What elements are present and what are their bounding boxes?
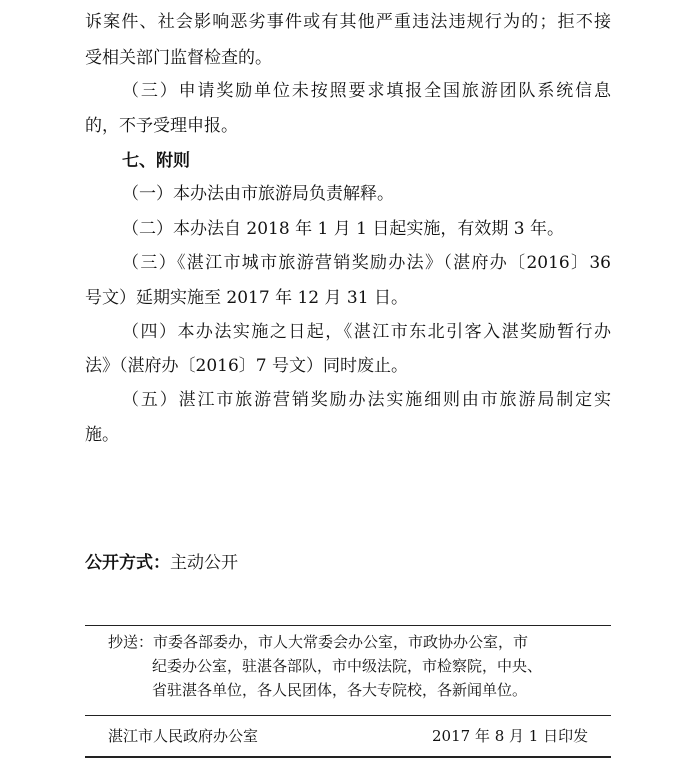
paragraph-2-line-2: 的，不予受理申报。 <box>85 116 238 136</box>
cc-line-1: 抄送：市委各部委办，市人大常委会办公室，市政协办公室，市 <box>108 633 529 651</box>
item-5-line-2: 施。 <box>85 425 119 445</box>
item-3-line-2: 号文）延期实施至 2017 年 12 月 31 日。 <box>85 288 408 308</box>
footer-top-rule <box>85 625 611 626</box>
disclosure-method <box>85 552 238 574</box>
footer-bottom-rule <box>85 756 611 758</box>
disclosure-value: 主动公开 <box>170 553 238 573</box>
item-4-line-1: （四）本办法实施之日起，《湛江市东北引客入湛奖励暂行办 <box>122 322 611 342</box>
cc-line-3: 省驻湛各单位，各人民团体，各大专院校，各新闻单位。 <box>152 681 528 699</box>
item-1: （一）本办法由市旅游局负责解释。 <box>122 184 394 204</box>
footer-middle-rule <box>85 715 611 716</box>
issuer-name: 湛江市人民政府办公室 <box>108 727 259 745</box>
disclosure-label: 公开方式： <box>85 553 170 573</box>
section-heading: 七、附则 <box>122 151 190 171</box>
cc-line-2: 纪委办公室，驻湛各部队，市中级法院，市检察院，中央、 <box>152 657 543 675</box>
item-4-line-2: 法》（湛府办〔2016〕7 号文）同时废止。 <box>85 356 408 376</box>
item-3-line-1: （三）《湛江市城市旅游营销奖励办法》（湛府办〔2016〕36 <box>122 253 611 273</box>
paragraph-1-line-1: 诉案件、社会影响恶劣事件或有其他严重违法违规行为的；拒不接 <box>85 12 611 32</box>
issue-date: 2017 年 8 月 1 日印发 <box>432 727 589 745</box>
item-2: （二）本办法自 2018 年 1 月 1 日起实施，有效期 3 年。 <box>122 219 564 239</box>
item-5-line-1: （五）湛江市旅游营销奖励办法实施细则由市旅游局制定实 <box>122 390 611 410</box>
paragraph-1-line-2: 受相关部门监督检查的。 <box>85 48 272 68</box>
paragraph-2-line-1: （三）申请奖励单位未按照要求填报全国旅游团队系统信息 <box>122 81 611 101</box>
